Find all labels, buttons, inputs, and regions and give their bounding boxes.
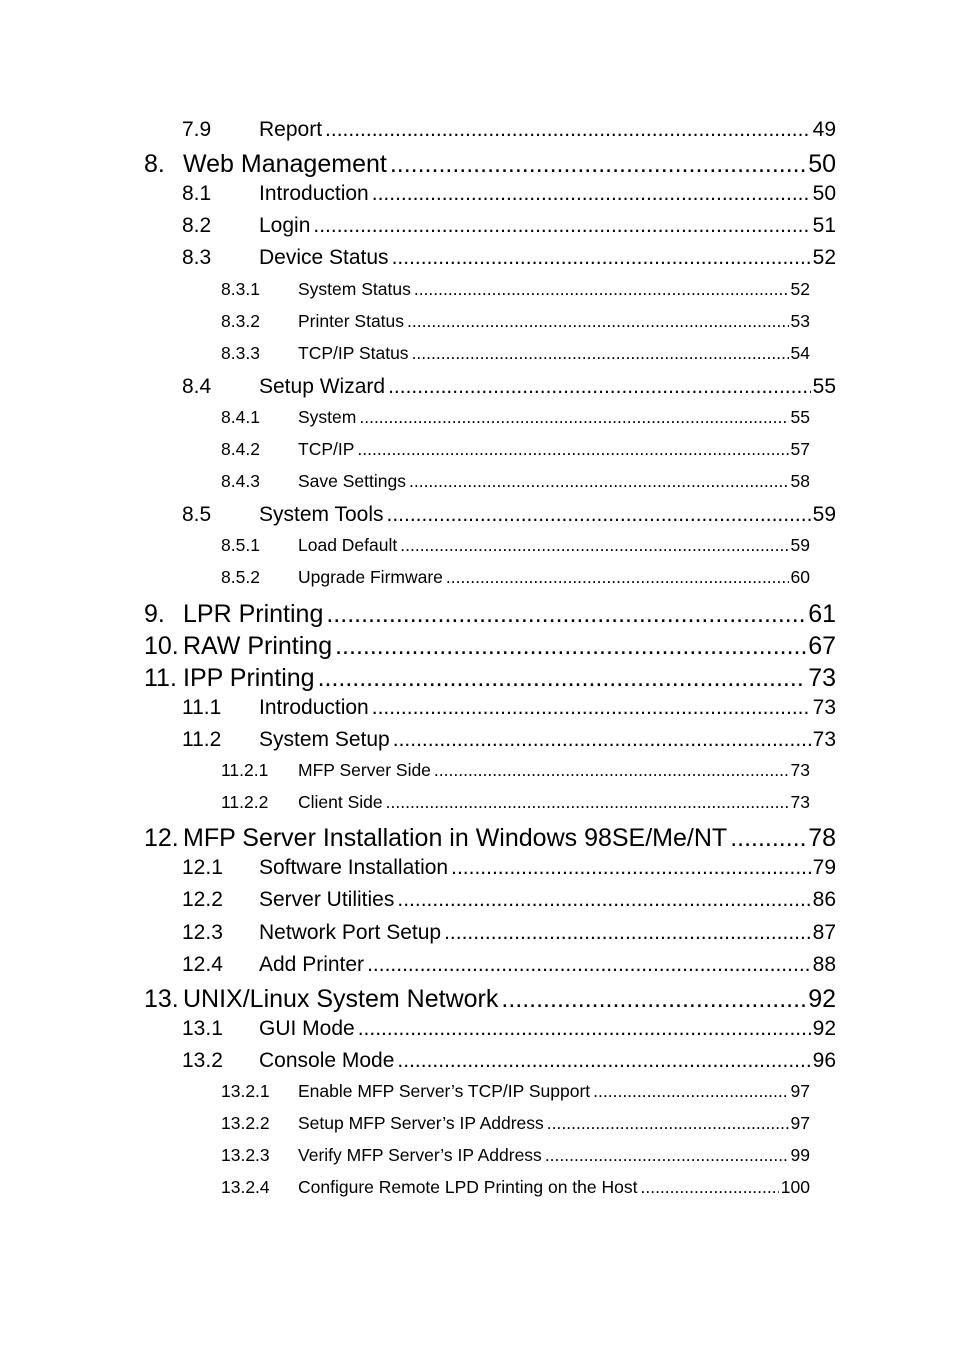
toc-entry-page: 58 xyxy=(790,471,810,492)
toc-entry-page: 67 xyxy=(808,631,836,660)
toc-dot-leader xyxy=(393,728,811,752)
toc-entry-number: 13.2 xyxy=(182,1048,223,1072)
toc-entry-title: Load Default xyxy=(298,535,398,556)
toc-entry[interactable] xyxy=(221,1113,810,1145)
toc-dot-leader xyxy=(318,664,807,693)
toc-entry-number: 7.9 xyxy=(182,118,212,141)
toc-entry-page: 53 xyxy=(790,310,810,331)
toc-dot-leader xyxy=(545,1145,789,1166)
toc-entry-title: MFP Server Installation in Windows 98SE/Me/NT xyxy=(183,824,728,853)
toc-dot-leader xyxy=(326,600,806,629)
toc-entry-page: 73 xyxy=(808,663,836,692)
toc-dot-leader xyxy=(372,696,811,720)
toc-entry-number: 8.4.1 xyxy=(221,406,260,427)
toc-entry[interactable] xyxy=(221,311,810,343)
toc-entry[interactable] xyxy=(221,1081,810,1113)
toc-entry-title: Verify MFP Server’s IP Address xyxy=(298,1145,542,1166)
toc-dot-leader xyxy=(367,953,811,977)
toc-entry-number: 8.4 xyxy=(182,374,212,398)
toc-entry-title: UNIX/Linux System Network xyxy=(183,984,499,1013)
toc-entry-number: 13.2.2 xyxy=(221,1113,270,1134)
toc-entry-number: 10. xyxy=(144,631,179,660)
toc-entry[interactable] xyxy=(182,118,836,150)
toc-dot-leader xyxy=(407,311,789,332)
toc-entry-title: Introduction xyxy=(259,182,369,206)
toc-entry-number: 12.1 xyxy=(182,856,223,880)
toc-entry[interactable] xyxy=(144,985,836,1017)
toc-entry-number: 11.1 xyxy=(182,695,222,719)
toc-dot-leader xyxy=(357,439,788,460)
toc-entry-title: LPR Printing xyxy=(183,599,324,628)
toc-entry-number: 8.3.3 xyxy=(221,342,260,363)
toc-dot-leader xyxy=(392,246,811,270)
toc-entry-title: Login xyxy=(259,214,311,238)
toc-entry-page: 86 xyxy=(812,888,836,912)
toc-entry[interactable] xyxy=(182,856,836,888)
toc-entry[interactable] xyxy=(182,375,836,407)
toc-entry-page: 61 xyxy=(808,599,836,628)
toc-entry-page: 59 xyxy=(790,535,810,556)
toc-entry[interactable] xyxy=(221,407,810,439)
toc-entry-page: 55 xyxy=(790,406,810,427)
toc-entry-number: 12. xyxy=(144,824,179,853)
toc-entry[interactable] xyxy=(182,246,836,278)
toc-dot-leader xyxy=(412,343,789,364)
toc-dot-leader xyxy=(434,760,789,781)
toc-entry-page: 88 xyxy=(812,952,836,976)
toc-entry-title: Web Management xyxy=(183,150,387,179)
toc-entry-number: 8. xyxy=(144,150,165,179)
toc-entry-title: Client Side xyxy=(298,792,383,813)
toc-entry-page: 52 xyxy=(790,278,810,299)
toc-entry[interactable] xyxy=(182,728,836,760)
toc-entry-title: Configure Remote LPD Printing on the Host xyxy=(298,1177,638,1198)
toc-entry-title: Enable MFP Server’s TCP/IP Support xyxy=(298,1081,591,1101)
toc-entry-number: 8.4.3 xyxy=(221,471,260,492)
toc-entry-page: 60 xyxy=(790,567,810,588)
toc-entry-title: Software Installation xyxy=(259,856,449,880)
toc-entry-title: Device Status xyxy=(259,246,389,270)
toc-entry-number: 13.2.1 xyxy=(221,1081,270,1101)
toc-entry-page: 50 xyxy=(812,182,836,206)
toc-dot-leader xyxy=(446,567,789,588)
toc-entry-title: IPP Printing xyxy=(183,663,315,692)
toc-entry-title: Setup Wizard xyxy=(259,374,386,398)
toc-entry-title: MFP Server Side xyxy=(298,760,431,780)
toc-entry-title: System Setup xyxy=(259,727,390,751)
toc-entry-number: 13. xyxy=(144,984,179,1013)
toc-dot-leader xyxy=(390,150,806,179)
toc-entry-page: 73 xyxy=(812,727,836,751)
toc-entry-title: RAW Printing xyxy=(183,631,333,660)
toc-entry-page: 78 xyxy=(808,824,836,853)
toc-entry-page: 73 xyxy=(790,792,810,813)
toc-entry-page: 49 xyxy=(812,118,836,141)
toc-dot-leader xyxy=(388,375,811,399)
toc-entry[interactable] xyxy=(221,471,810,503)
toc-entry-page: 52 xyxy=(812,246,836,270)
toc-entry-title: Upgrade Firmware xyxy=(298,567,443,588)
toc-entry[interactable] xyxy=(221,439,810,471)
toc-dot-leader xyxy=(414,279,789,300)
toc-entry-page: 54 xyxy=(790,342,810,363)
toc-entry[interactable] xyxy=(221,535,810,567)
toc-entry-title: System Status xyxy=(298,278,411,299)
toc-entry-number: 9. xyxy=(144,599,165,628)
toc-entry-page: 55 xyxy=(812,374,836,398)
toc-entry-title: Setup MFP Server’s IP Address xyxy=(298,1113,544,1134)
toc-entry[interactable] xyxy=(182,1049,836,1081)
toc-entry-title: System xyxy=(298,406,357,427)
toc-entry[interactable] xyxy=(144,632,836,664)
toc-dot-leader xyxy=(409,471,789,492)
toc-entry[interactable] xyxy=(221,567,810,599)
toc-entry[interactable] xyxy=(182,503,836,535)
toc-entry-page: 99 xyxy=(790,1145,810,1166)
toc-entry-page: 96 xyxy=(812,1048,836,1072)
toc-entry-number: 8.4.2 xyxy=(221,439,260,459)
toc-dot-leader xyxy=(501,985,806,1014)
toc-dot-leader xyxy=(372,182,811,206)
toc-entry-page: 92 xyxy=(808,984,836,1013)
toc-entry-number: 11.2.1 xyxy=(221,760,269,780)
toc-entry-number: 12.2 xyxy=(182,888,223,912)
toc-entry[interactable] xyxy=(144,600,836,632)
toc-entry-number: 13.2.4 xyxy=(221,1177,270,1198)
toc-entry-page: 73 xyxy=(790,760,810,780)
toc-entry-number: 12.4 xyxy=(182,952,223,976)
toc-entry[interactable] xyxy=(182,953,836,985)
toc-entry-title: Introduction xyxy=(259,695,369,719)
toc-entry-page: 57 xyxy=(790,439,810,459)
toc-entry-number: 8.3 xyxy=(182,246,212,270)
toc-entry[interactable] xyxy=(144,824,836,856)
toc-entry-page: 51 xyxy=(812,214,836,238)
toc-entry[interactable] xyxy=(182,921,836,953)
toc-entry[interactable] xyxy=(182,214,836,246)
toc-entry-number: 11.2 xyxy=(182,727,222,751)
toc-dot-leader xyxy=(397,1049,810,1073)
toc-entry-title: Server Utilities xyxy=(259,888,395,912)
toc-entry-title: TCP/IP Status xyxy=(298,342,409,363)
toc-entry-number: 8.3.2 xyxy=(221,310,260,331)
toc-entry-title: TCP/IP xyxy=(298,439,355,459)
toc-entry-page: 59 xyxy=(812,503,836,527)
toc-entry-page: 97 xyxy=(790,1081,810,1101)
toc-entry[interactable] xyxy=(221,279,810,311)
toc-entry-title: Network Port Setup xyxy=(259,920,442,944)
toc-entry[interactable] xyxy=(144,664,836,696)
toc-entry[interactable] xyxy=(221,792,810,824)
toc-dot-leader xyxy=(730,824,806,853)
toc-dot-leader xyxy=(397,888,810,912)
toc-dot-leader xyxy=(451,856,811,880)
toc-entry-title: Save Settings xyxy=(298,471,406,492)
toc-dot-leader xyxy=(335,632,806,661)
toc-entry[interactable] xyxy=(144,150,836,182)
toc-entry-page: 97 xyxy=(790,1113,810,1134)
toc-entry-number: 13.2.3 xyxy=(221,1145,270,1166)
toc-dot-leader xyxy=(547,1113,789,1134)
toc-entry[interactable] xyxy=(221,1145,810,1177)
toc-entry[interactable] xyxy=(221,1177,810,1209)
toc-entry-title: System Tools xyxy=(259,503,384,527)
toc-dot-leader xyxy=(593,1081,788,1102)
toc-entry-title: Console Mode xyxy=(259,1048,395,1072)
toc-entry-number: 11.2.2 xyxy=(221,792,269,813)
toc-dot-leader xyxy=(444,921,811,945)
toc-entry-number: 8.5.1 xyxy=(221,535,260,556)
toc-entry-number: 11. xyxy=(144,663,177,692)
toc-entry-number: 8.5.2 xyxy=(221,567,260,588)
toc-dot-leader xyxy=(359,407,788,428)
toc-entry-number: 8.1 xyxy=(182,182,212,206)
toc-entry-number: 12.3 xyxy=(182,920,223,944)
toc-dot-leader xyxy=(358,1017,811,1041)
toc-entry[interactable] xyxy=(182,696,836,728)
toc-dot-leader xyxy=(325,118,811,142)
toc-entry-number: 8.2 xyxy=(182,214,212,238)
toc-dot-leader xyxy=(386,792,789,813)
toc-entry-page: 73 xyxy=(812,695,836,719)
toc-entry[interactable] xyxy=(182,1017,836,1049)
toc-dot-leader xyxy=(387,503,811,527)
toc-entry-title: Printer Status xyxy=(298,310,405,331)
toc-dot-leader xyxy=(400,535,788,556)
toc-entry[interactable] xyxy=(221,760,810,792)
toc-entry-title: Report xyxy=(259,118,323,141)
toc-entry-page: 50 xyxy=(808,150,836,179)
toc-entry[interactable] xyxy=(182,888,836,920)
toc-entry-number: 13.1 xyxy=(182,1016,223,1040)
toc-dot-leader xyxy=(640,1177,778,1198)
toc-entry[interactable] xyxy=(182,182,836,214)
toc-entry-title: Add Printer xyxy=(259,952,365,976)
toc-entry-page: 100 xyxy=(780,1177,810,1198)
toc-entry[interactable] xyxy=(221,343,810,375)
toc-entry-page: 87 xyxy=(812,920,836,944)
toc-entry-title: GUI Mode xyxy=(259,1016,355,1040)
toc-entry-number: 8.5 xyxy=(182,503,212,527)
toc-dot-leader xyxy=(313,214,810,238)
toc-entry-page: 79 xyxy=(812,856,836,880)
toc-entry-number: 8.3.1 xyxy=(221,278,260,299)
toc-entry-page: 92 xyxy=(812,1016,836,1040)
